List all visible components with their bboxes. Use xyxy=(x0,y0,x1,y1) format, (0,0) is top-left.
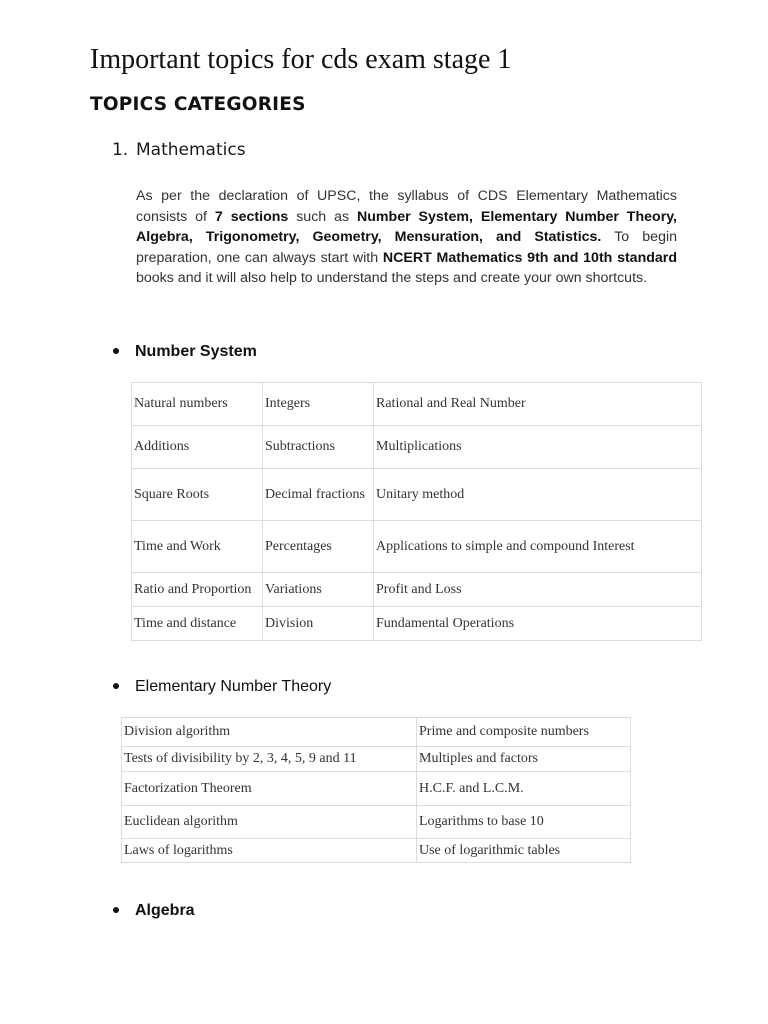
bullet-label: Number System xyxy=(135,343,257,360)
table-cell: H.C.F. and L.C.M. xyxy=(417,772,631,806)
bullet-icon xyxy=(113,348,119,354)
table-cell: Additions xyxy=(132,426,263,469)
table-cell: Rational and Real Number xyxy=(374,383,702,426)
section-heading: TOPICS CATEGORIES xyxy=(90,94,306,115)
bullet-number-system xyxy=(113,343,257,361)
table-cell: Use of logarithmic tables xyxy=(417,839,631,863)
table-row xyxy=(122,772,631,806)
document-title: Important topics for cds exam stage 1 xyxy=(90,44,512,75)
table-cell: Variations xyxy=(263,573,374,607)
intro-text: To begin preparation, one can always start with xyxy=(136,229,677,266)
bullet-icon xyxy=(113,683,119,689)
table-cell: Time and Work xyxy=(132,521,263,573)
table-row xyxy=(122,806,631,839)
table-row xyxy=(132,469,702,521)
table-cell: Unitary method xyxy=(374,469,702,521)
intro-text: such as xyxy=(288,208,358,225)
table-cell: Profit and Loss xyxy=(374,573,702,607)
intro-bold-ncert: NCERT Mathematics 9th and 10th standard xyxy=(382,249,677,266)
number-system-table xyxy=(131,382,702,641)
table-cell: Multiplications xyxy=(374,426,702,469)
table-cell: Prime and composite numbers xyxy=(417,718,631,747)
table-row xyxy=(132,607,702,641)
intro-text: As per the declaration of UPSC, the syllabus of CDS Elementary Mathematics consists of xyxy=(136,188,677,225)
list-number: 1. xyxy=(112,140,129,160)
table-row xyxy=(122,839,631,863)
table-cell: Logarithms to base 10 xyxy=(417,806,631,839)
table-cell: Time and distance xyxy=(132,607,263,641)
table-cell: Square Roots xyxy=(132,469,263,521)
table-row xyxy=(132,521,702,573)
intro-paragraph xyxy=(136,186,677,289)
table-cell: Percentages xyxy=(263,521,374,573)
bullet-label: Algebra xyxy=(135,902,195,919)
list-item-label: Mathematics xyxy=(136,140,246,160)
table-cell: Integers xyxy=(263,383,374,426)
bullet-algebra xyxy=(113,902,195,920)
table-cell: Division xyxy=(263,607,374,641)
bullet-icon xyxy=(113,907,119,913)
table-cell: Euclidean algorithm xyxy=(122,806,417,839)
table-cell: Decimal fractions xyxy=(263,469,374,521)
table-cell: Factorization Theorem xyxy=(122,772,417,806)
elementary-number-theory-table xyxy=(121,717,631,863)
intro-text: books and it will also help to understand the steps and create your own shortcuts. xyxy=(136,270,648,286)
table-cell: Division algorithm xyxy=(122,718,417,747)
table-cell: Subtractions xyxy=(263,426,374,469)
table-row xyxy=(132,573,702,607)
table-row xyxy=(132,426,702,469)
table-cell: Laws of logarithms xyxy=(122,839,417,863)
table-cell: Applications to simple and compound Interest xyxy=(374,521,702,573)
intro-bold-sections: 7 sections xyxy=(214,208,289,225)
table-cell: Fundamental Operations xyxy=(374,607,702,641)
table-row xyxy=(132,383,702,426)
table-cell: Tests of divisibility by 2, 3, 4, 5, 9 and 11 xyxy=(122,747,417,772)
table-cell: Multiples and factors xyxy=(417,747,631,772)
numbered-item-mathematics xyxy=(112,140,246,160)
table-cell: Ratio and Proportion xyxy=(132,573,263,607)
bullet-label: Elementary Number Theory xyxy=(135,678,332,695)
table-cell: Natural numbers xyxy=(132,383,263,426)
table-row xyxy=(122,718,631,747)
bullet-elementary-number-theory xyxy=(113,678,331,696)
table-row xyxy=(122,747,631,772)
intro-bold-topics: Number System, Elementary Number Theory, Algebra, Trigonometry, Geometry, Mensuration, and Statistics. xyxy=(136,208,677,245)
